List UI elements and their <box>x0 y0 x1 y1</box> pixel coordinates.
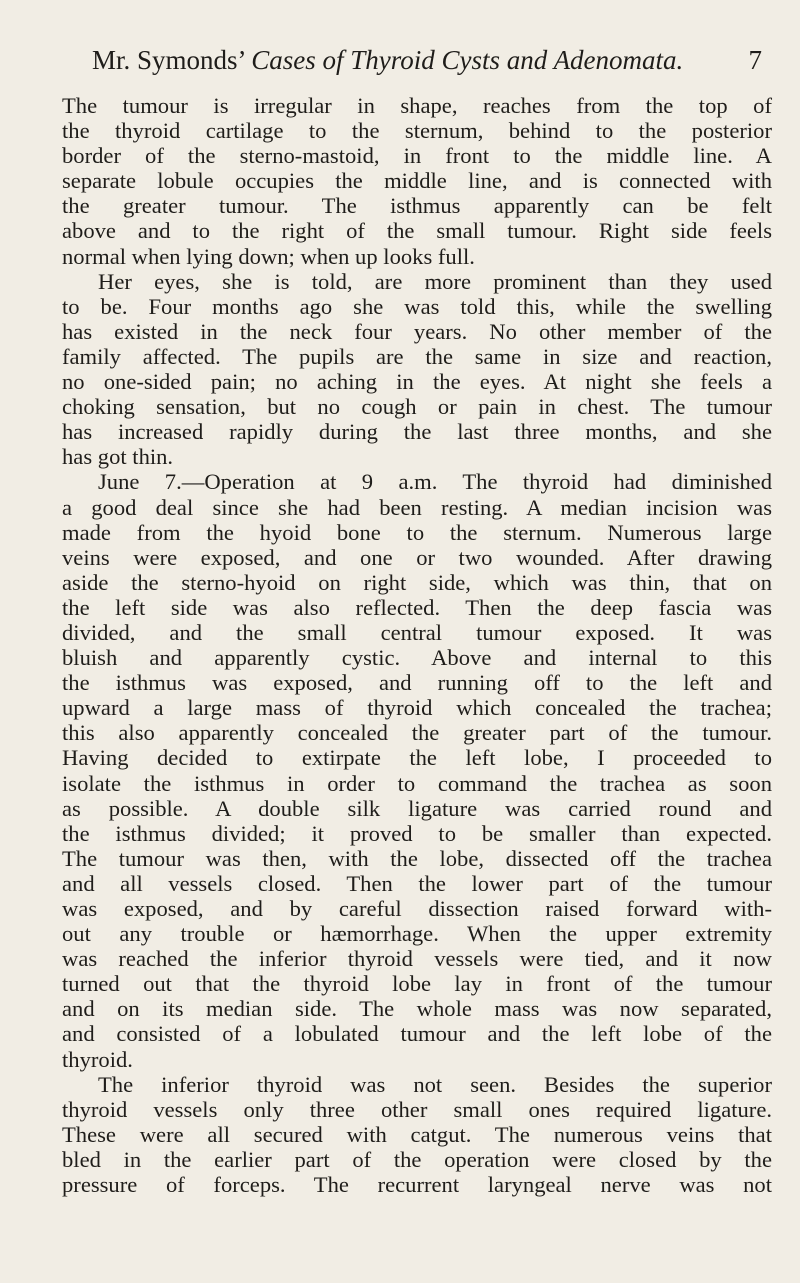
text-line: the greater tumour. The isthmus apparently can be felt <box>62 193 772 219</box>
text-line: to be. Four months ago she was told this, while the swelling <box>62 293 772 319</box>
text-line: The inferior thyroid was not seen. Besides the superior <box>98 1071 772 1097</box>
text-line: the isthmus was exposed, and running off to the left and <box>62 670 772 696</box>
text-line: has existed in the neck four years. No other member of the <box>62 318 772 344</box>
text-line: family affected. The pupils are the same in size and reaction, <box>62 343 772 369</box>
text-line: made from the hyoid bone to the sternum. Numerous large <box>62 519 772 545</box>
text-line: a good deal since she had been resting. A median incision was <box>62 494 772 520</box>
text-line: border of the sterno-mastoid, in front to the middle line. A <box>62 143 772 169</box>
text-line: the thyroid cartilage to the sternum, behind to the posterior <box>62 118 772 144</box>
paragraph <box>62 1072 772 1197</box>
text-line: this also apparently concealed the greater part of the tumour. <box>62 720 772 746</box>
text-line: and consisted of a lobulated tumour and the left lobe of the <box>62 1021 772 1047</box>
text-line: divided, and the small central tumour exposed. It was <box>62 619 772 645</box>
paragraph <box>62 269 772 470</box>
text-line: thyroid vessels only three other small ones required ligature. <box>62 1096 772 1122</box>
running-head <box>92 40 762 80</box>
running-head-author: Mr. Symonds’ <box>92 45 245 75</box>
text-line: was exposed, and by careful dissection raised forward with- <box>62 896 772 921</box>
text-line: upward a large mass of thyroid which concealed the trachea; <box>62 695 772 721</box>
paragraph <box>62 93 772 269</box>
paragraph <box>62 469 772 1071</box>
running-head-title: Cases of Thyroid Cysts and Adenomata. <box>251 45 684 75</box>
text-line: choking sensation, but no cough or pain in chest. The tumour <box>62 394 772 420</box>
text-line: as possible. A double silk ligature was carried round and <box>62 795 772 821</box>
text-line: June 7.—Operation at 9 a.m. The thyroid had diminished <box>98 469 772 495</box>
text-line: bluish and apparently cystic. Above and internal to this <box>62 645 772 671</box>
page-number: 7 <box>748 45 762 75</box>
text-line: has increased rapidly during the last three months, and she <box>62 419 772 445</box>
text-line: normal when lying down; when up looks full. <box>62 243 475 269</box>
text-line: separate lobule occupies the middle line, and is connected with <box>62 168 772 194</box>
text-line: pressure of forceps. The recurrent laryngeal nerve was not <box>62 1172 772 1198</box>
text-line: the left side was also reflected. Then the deep fascia was <box>62 594 772 620</box>
text-line: aside the sterno-hyoid on right side, which was thin, that on <box>62 569 772 595</box>
text-line: veins were exposed, and one or two wounded. After drawing <box>62 544 772 570</box>
text-line: bled in the earlier part of the operation were closed by the <box>62 1146 772 1172</box>
text-line: thyroid. <box>62 1046 133 1072</box>
text-line: no one-sided pain; no aching in the eyes. At night she feels a <box>62 369 772 395</box>
text-line: and all vessels closed. Then the lower part of the tumour <box>62 870 772 896</box>
text-line: out any trouble or hæmorrhage. When the upper extremity <box>62 921 772 947</box>
text-line: isolate the isthmus in order to command the trachea as soon <box>62 770 772 796</box>
text-line: Having decided to extirpate the left lobe, I proceeded to <box>62 745 772 771</box>
text-line: Her eyes, she is told, are more prominent than they used <box>98 268 772 294</box>
text-line: has got thin. <box>62 444 174 470</box>
text-line: was reached the inferior thyroid vessels were tied, and it now <box>62 946 772 972</box>
body-text <box>62 93 772 1197</box>
text-line: The tumour is irregular in shape, reaches from the top of <box>62 93 772 118</box>
text-line: and on its median side. The whole mass was now separated, <box>62 996 772 1022</box>
text-line: the isthmus divided; it proved to be smaller than expected. <box>62 820 772 846</box>
text-line: These were all secured with catgut. The numerous veins that <box>62 1121 772 1147</box>
text-line: turned out that the thyroid lobe lay in front of the tumour <box>62 971 772 997</box>
text-line: above and to the right of the small tumour. Right side feels <box>62 218 772 244</box>
text-line: The tumour was then, with the lobe, dissected off the trachea <box>62 845 772 871</box>
